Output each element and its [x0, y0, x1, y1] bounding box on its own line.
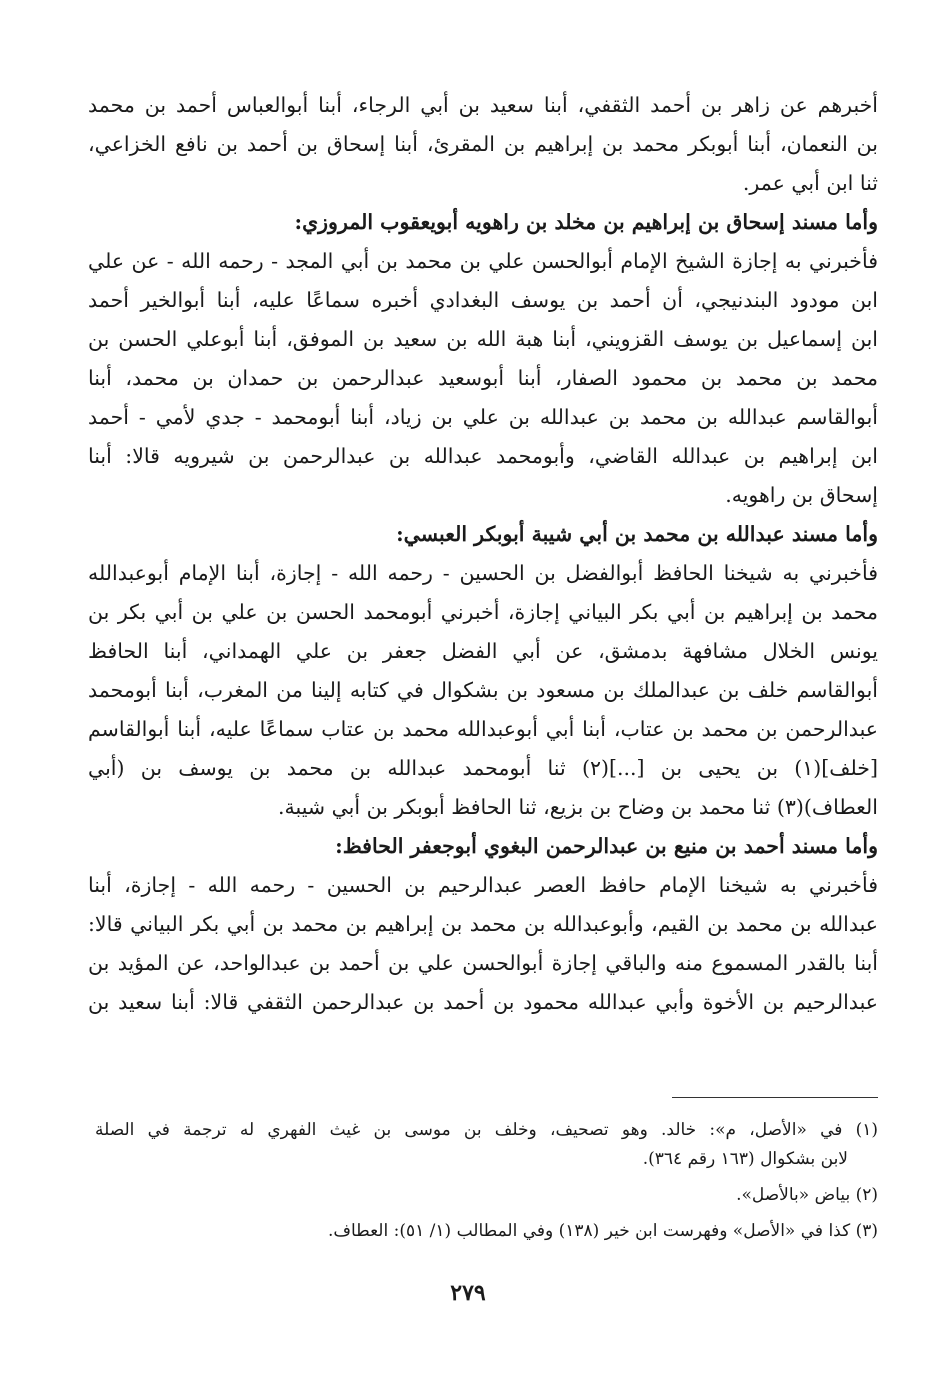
text-line: إسحاق بن راهويه.	[725, 483, 878, 507]
text-line: العطاف)(٣) ثنا محمد بن وضاح بن بزيع، ثنا الحافظ أبوبكر بن أبي شيبة.	[278, 795, 878, 819]
text-line: محمد بن إبراهيم بن أبي بكر البياني إجازة، أخبرني أبومحمد الحسن بن علي بن أبي بكر بن	[88, 600, 878, 624]
page-number: ٢٧٩	[450, 1280, 486, 1306]
footnote-1: (١) في «الأصل، م»: خالد. وهو تصحيف، وخلف بن موسى بن غيث الفهري له ترجمة في الصلة	[95, 1120, 878, 1140]
text-line: ثنا ابن أبي عمر.	[742, 171, 878, 195]
text-line: ابن إبراهيم بن عبدالله القاضي، وأبومحمد عبدالله بن عبدالرحمن بن شيرويه قالا: أبنا	[88, 444, 878, 468]
section-heading: وأما مسند عبدالله بن محمد بن أبي شيبة أبوبكر العبسي:	[396, 522, 878, 546]
section-heading: وأما مسند أحمد بن منيع بن عبدالرحمن البغوي أبوجعفر الحافظ:	[335, 834, 878, 858]
text-line: فأخبرني به إجازة الشيخ الإمام أبوالحسن علي بن محمد بن أبي المجد - رحمه الله - عن علي	[88, 249, 878, 273]
footnote-2: (٢) بياض «بالأصل».	[736, 1185, 878, 1205]
text-line: ابن مودود البندنيجي، أن أحمد بن يوسف البغدادي أخبره سماعًا عليه، أبنا أبوالخير أحمد	[88, 288, 878, 312]
text-line: عبدالرحيم بن الأخوة وأبي عبدالله محمود بن أحمد بن عبدالرحمن الثقفي قالا: أبنا سعيد بن	[88, 990, 878, 1014]
text-line: أبنا بالقدر المسموع منه والباقي إجازة أبوالحسن علي بن أحمد بن عبدالواحد، عن المؤيد بن	[88, 951, 878, 975]
text-line: عبدالله بن محمد بن القيم، وأبوعبدالله بن محمد بن إبراهيم بن محمد بن أبي بكر البياني قالا:	[88, 912, 878, 936]
text-line: أخبرهم عن زاهر بن أحمد الثقفي، أبنا سعيد بن أبي الرجاء، أبنا أبوالعباس أحمد بن محمد	[88, 93, 878, 117]
text-line: [خلف](١) بن يحيى بن [...](٢) ثنا أبومحمد عبدالله بن محمد بن يوسف بن (أبي	[88, 756, 878, 780]
text-line: يونس الخلال مشافهة بدمشق، عن أبي الفضل جعفر بن علي الهمداني، أبنا الحافظ	[88, 639, 878, 663]
text-line: عبدالرحمن بن محمد بن عتاب، أبنا أبي أبوعبدالله محمد بن عتاب سماعًا عليه، أبنا أبوالقاسم	[88, 717, 878, 741]
text-line: فأخبرني به شيخنا الحافظ أبوالفضل بن الحسين - رحمه الله - إجازة، أبنا الإمام أبوعبدالله	[88, 561, 878, 585]
footnote-separator	[672, 1097, 878, 1098]
text-line: بن النعمان، أبنا أبوبكر محمد بن إبراهيم بن المقرئ، أبنا إسحاق بن أحمد بن نافع الخزاعي،	[88, 132, 878, 156]
footnote-1-continued: لابن بشكوال (١٦٣ رقم ٣٦٤).	[642, 1149, 848, 1169]
text-line: فأخبرني به شيخنا الإمام حافظ العصر عبدالرحيم بن الحسين - رحمه الله - إجازة، أبنا	[88, 873, 878, 897]
footnotes	[95, 1116, 878, 1246]
footnote-3: (٣) كذا في «الأصل» وفهرست ابن خير (١٣٨) وفي المطالب (١/ ٥١): العطاف.	[327, 1221, 878, 1241]
text-line: ابن إسماعيل بن يوسف القزويني، أبنا هبة الله بن سعيد بن الموفق، أبنا أبوعلي الحسن بن	[88, 327, 878, 351]
text-line: محمد بن محمد بن محمود الصفار، أبنا أبوسعيد عبدالرحمن بن حمدان بن محمد، أبنا	[88, 366, 878, 390]
text-line: أبوالقاسم خلف بن عبدالملك بن مسعود بن بشكوال في كتابه إلينا من المغرب، أبنا أبومحمد	[88, 678, 878, 702]
main-text	[88, 86, 878, 1022]
section-heading: وأما مسند إسحاق بن إبراهيم بن مخلد بن راهويه أبويعقوب المروزي:	[294, 210, 878, 234]
text-line: أبوالقاسم عبدالله بن محمد بن عبدالله بن علي بن زياد، أبنا أبومحمد - جدي لأمي - أحمد	[88, 405, 878, 429]
